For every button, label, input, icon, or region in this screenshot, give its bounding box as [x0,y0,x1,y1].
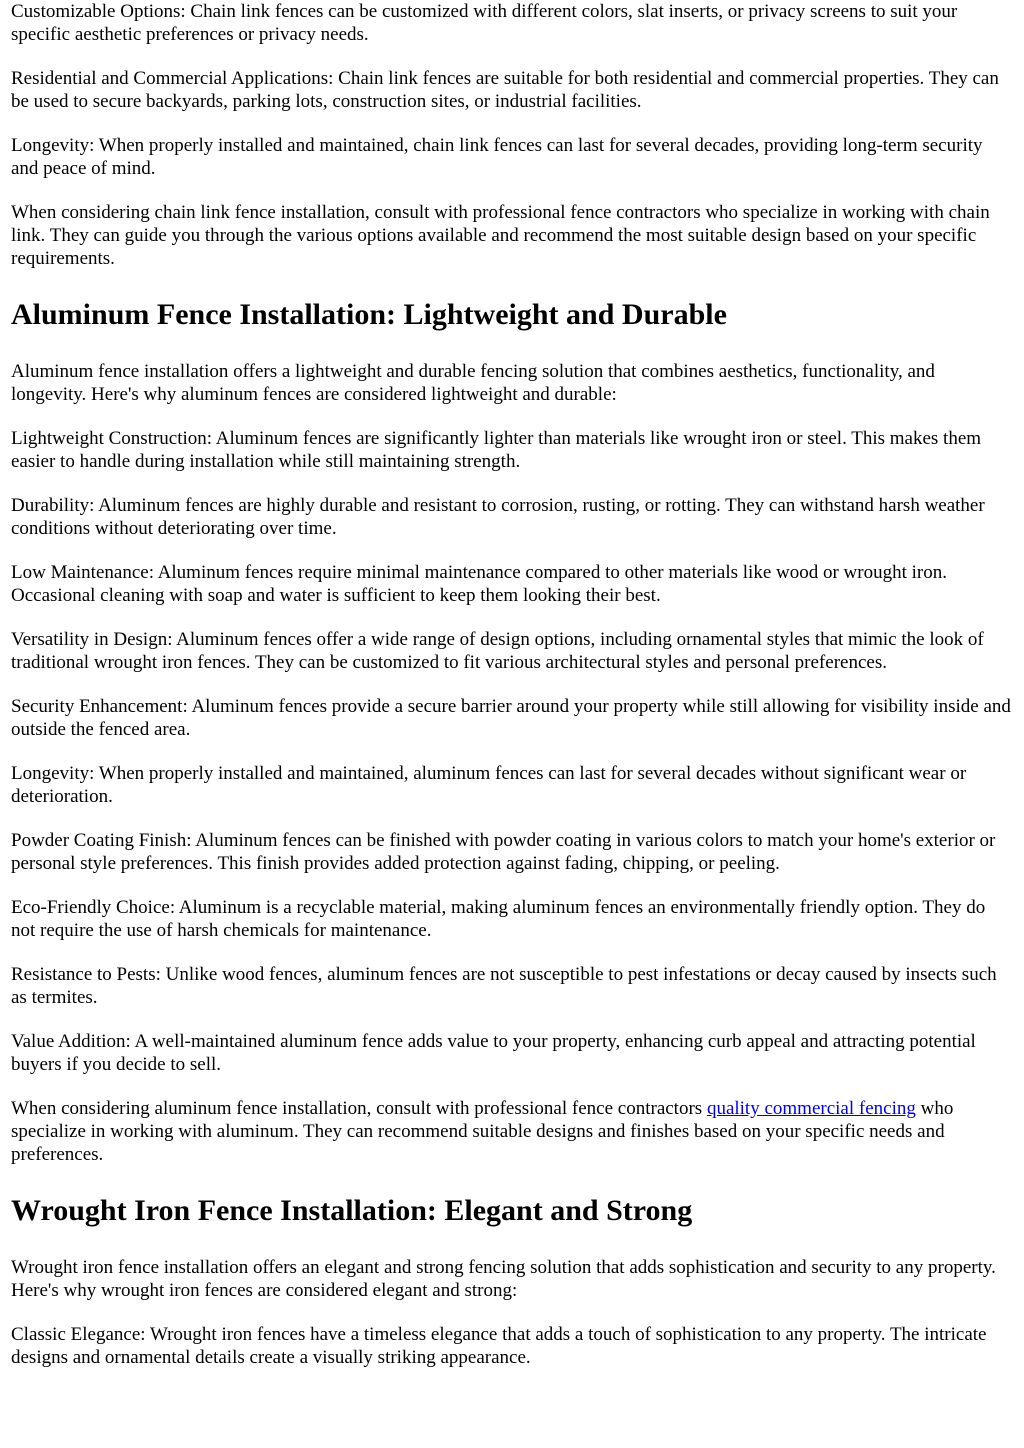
paragraph-aluminum-closing [11,1097,1013,1166]
paragraph-residential-commercial: Residential and Commercial Applications: Chain link fences are suitable for both residential and commercial properties. They can be used to secure backyards, parking lots, construction sites, or industrial facilities. [11,68,999,112]
heading-aluminum: Aluminum Fence Installation: Lightweight and Durable [11,298,727,331]
paragraph-lightweight-construction: Lightweight Construction: Aluminum fences are significantly lighter than materials like wrought iron or steel. This makes them easier to handle during installation while still maintaining strength. [11,428,982,472]
paragraph-aluminum-longevity: Longevity: When properly installed and maintained, aluminum fences can last for several decades without significant wear or deterioration. [11,763,967,807]
paragraph-versatility: Versatility in Design: Aluminum fences offer a wide range of design options, including ornamental styles that mimic the look of traditional wrought iron fences. They can be customized to fit various architectural styles and personal preferences. [11,629,984,673]
closing-text-before-link: When considering aluminum fence installation, consult with professional fence contractors [11,1098,707,1119]
paragraph-chain-link-longevity: Longevity: When properly installed and maintained, chain link fences can last for several decades, providing long-term security and peace of mind. [11,135,983,179]
paragraph-wrought-iron-intro: Wrought iron fence installation offers an elegant and strong fencing solution that adds sophistication and security to any property. Here's why wrought iron fences are considered elegant and strong: [11,1257,996,1301]
paragraph-chain-link-closing: When considering chain link fence installation, consult with professional fence contractors who specialize in working with chain link. They can guide you through the various options available and recommend the most suitable design based on your specific requirements. [11,202,990,269]
paragraph-customizable-options: Customizable Options: Chain link fences can be customized with different colors, slat inserts, or privacy screens to suit your specific aesthetic preferences or privacy needs. [11,1,958,45]
quality-commercial-fencing-link[interactable]: quality commercial fencing [706,1098,916,1119]
paragraph-powder-coating: Powder Coating Finish: Aluminum fences can be finished with powder coating in various colors to match your home's exterior or personal style preferences. This finish provides added protection against fading, chipping, or peeling. [11,830,996,874]
paragraph-durability: Durability: Aluminum fences are highly durable and resistant to corrosion, rusting, or rotting. They can withstand harsh weather conditions without deteriorating over time. [11,495,985,539]
paragraph-low-maintenance: Low Maintenance: Aluminum fences require minimal maintenance compared to other materials like wood or wrought iron. Occasional cleaning with soap and water is sufficient to keep them looking their best. [11,562,947,606]
closing-text-after-link: who specialize in working with aluminum. They can recommend suitable designs and finishes based on your specific needs and preferences. [11,1098,954,1165]
paragraph-aluminum-intro: Aluminum fence installation offers a lightweight and durable fencing solution that combines aesthetics, functionality, and longevity. Here's why aluminum fences are considered lightweight and durable: [11,361,935,405]
paragraph-security-enhancement: Security Enhancement: Aluminum fences provide a secure barrier around your property while still allowing for visibility inside and outside the fenced area. [11,696,1011,740]
heading-wrought-iron: Wrought Iron Fence Installation: Elegant and Strong [11,1194,693,1227]
paragraph-pest-resistance: Resistance to Pests: Unlike wood fences, aluminum fences are not susceptible to pest infestations or decay caused by insects such as termites. [11,964,997,1008]
paragraph-classic-elegance: Classic Elegance: Wrought iron fences have a timeless elegance that adds a touch of sophistication to any property. The intricate designs and ornamental details create a visually striking appearance. [11,1324,987,1368]
paragraph-eco-friendly: Eco-Friendly Choice: Aluminum is a recyclable material, making aluminum fences an environmentally friendly option. They do not require the use of harsh chemicals for maintenance. [11,897,986,941]
paragraph-value-addition: Value Addition: A well-maintained aluminum fence adds value to your property, enhancing curb appeal and attracting potential buyers if you decide to sell. [11,1031,976,1075]
